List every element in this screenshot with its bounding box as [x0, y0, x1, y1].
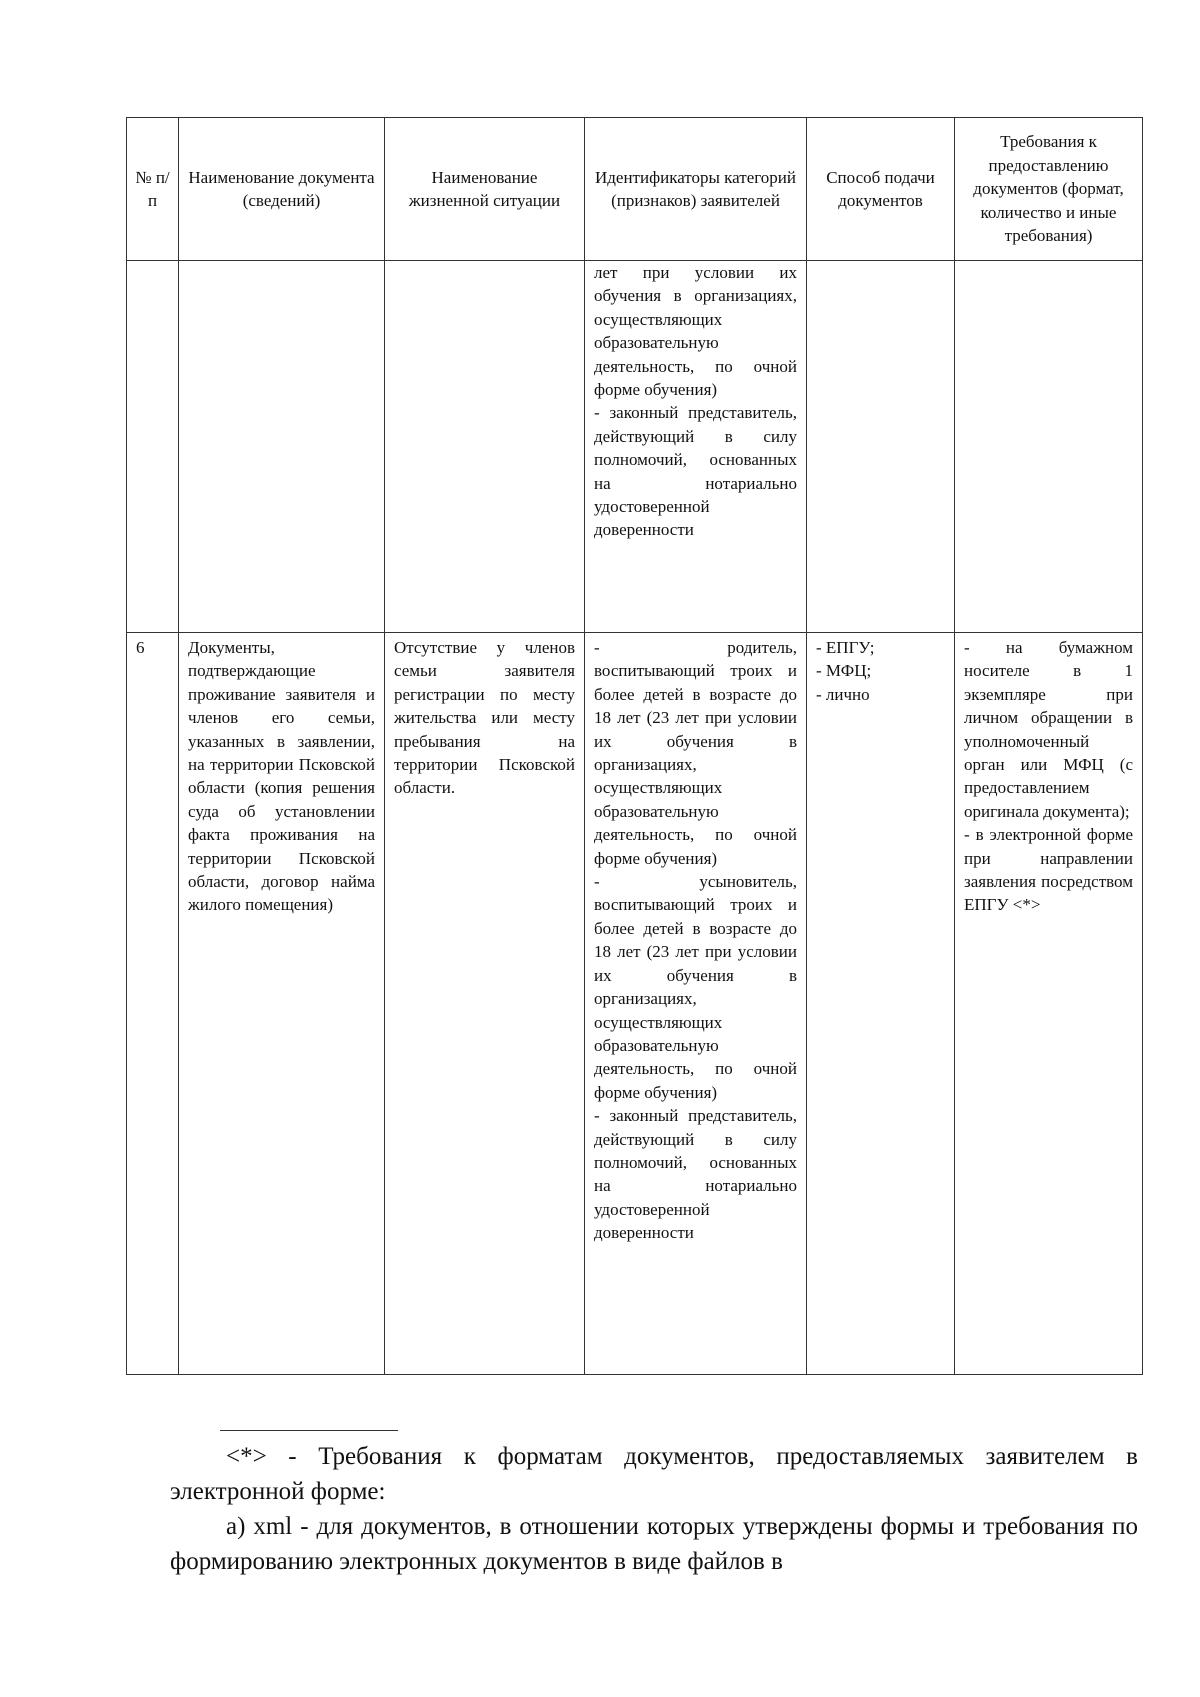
- header-document-name: Наименование документа (сведений): [179, 118, 385, 261]
- situation-text: [394, 636, 575, 800]
- methods-text: [816, 636, 945, 706]
- cell-paragraph: - лично: [816, 684, 870, 704]
- header-applicant-identifiers: Идентификаторы категорий (признаков) заявителей: [585, 118, 807, 261]
- cell-methods: [807, 633, 955, 1375]
- table-row: [127, 261, 1143, 633]
- cell-paragraph: - законный представитель, действующий в силу полномочий, основанных на нотариально удостоверенной доверенности: [594, 403, 797, 540]
- cell-document: [179, 261, 385, 633]
- cell-methods: [807, 261, 955, 633]
- footnote: [170, 1439, 1138, 1579]
- document-text: [188, 636, 375, 917]
- cell-paragraph: - родитель, воспитывающий троих и более детей в возрасте до 18 лет (23 лет при условии их обучения в организациях, осуществляющих образовательную деятельность, по очной форме обучения): [594, 638, 797, 868]
- footnote-separator: [220, 1430, 398, 1431]
- footnote-paragraph-1: <*> - Требования к форматам документов, предоставляемых заявителем в электронной форме:: [170, 1443, 1138, 1505]
- cell-situation: [385, 261, 585, 633]
- cell-paragraph: Отсутствие у членов семьи заявителя регистрации по месту жительства или месту пребывания на территории Псковской области.: [394, 638, 575, 798]
- cell-paragraph: - на бумажном носителе в 1 экземпляре при личном обращении в уполномоченный орган или МФЦ (с предоставлением оригинала документа);: [964, 638, 1133, 821]
- header-number: № п/п: [127, 118, 179, 261]
- cell-paragraph: - ЕПГУ;: [816, 638, 875, 657]
- header-life-situation: Наименование жизненной ситуации: [385, 118, 585, 261]
- cell-paragraph: Документы, подтверждающие проживание заявителя и членов его семьи, указанных в заявлении, на территории Псковской области (копия решения суда об установлении факта проживания на территории Псковской области, договор найма жилого помещения): [188, 638, 375, 915]
- identifiers-text: [594, 636, 797, 1245]
- cell-document: [179, 633, 385, 1375]
- cell-paragraph: - в электронной форме при направлении заявления посредством ЕПГУ <*>: [964, 825, 1133, 915]
- footnote-paragraph-2: а) xml - для документов, в отношении которых утверждены формы и требования по формированию электронных документов в виде файлов в: [170, 1513, 1138, 1575]
- header-requirements: Требования к предоставлению документов (формат, количество и иные требования): [955, 118, 1143, 261]
- cell-number: 6: [127, 633, 179, 1375]
- cell-paragraph: лет при условии их обучения в организациях, осуществляющих образовательную деятельность, по очной форме обучения): [594, 263, 797, 400]
- table-row: [127, 633, 1143, 1375]
- cell-identifiers: [585, 261, 807, 633]
- cell-situation: [385, 633, 585, 1375]
- cell-requirements: [955, 633, 1143, 1375]
- cell-paragraph: - законный представитель, действующий в силу полномочий, основанных на нотариально удостоверенной доверенности: [594, 1106, 797, 1243]
- cell-paragraph: - усыновитель, воспитывающий троих и более детей в возрасте до 18 лет (23 лет при условии их обучения в организациях, осуществляющих образовательную деятельность, по очной форме обучения): [594, 872, 797, 1102]
- cell-paragraph: - МФЦ;: [816, 661, 872, 681]
- documents-table: [126, 117, 1143, 1375]
- requirements-text: [964, 636, 1133, 917]
- cell-number: [127, 261, 179, 633]
- header-submission-method: Способ подачи документов: [807, 118, 955, 261]
- identifiers-text: [594, 261, 797, 542]
- cell-requirements: [955, 261, 1143, 633]
- cell-identifiers: [585, 633, 807, 1375]
- table-header-row: [127, 118, 1143, 261]
